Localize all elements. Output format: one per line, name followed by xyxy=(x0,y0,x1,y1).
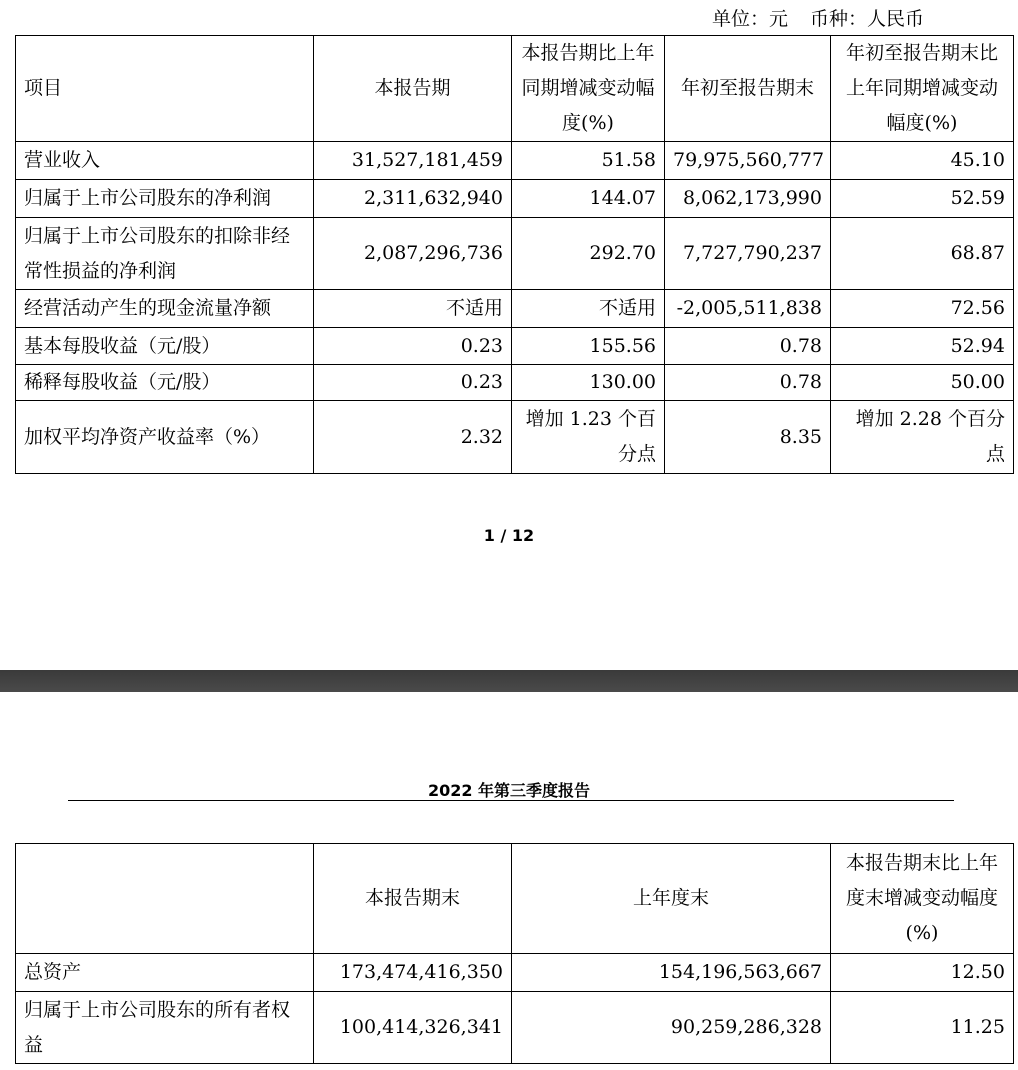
page-divider xyxy=(0,670,1018,692)
cell-value: 130.00 xyxy=(512,365,665,401)
title-underline xyxy=(68,800,954,801)
row-label: 归属于上市公司股东的净利润 xyxy=(16,180,314,218)
header-ytd: 年初至报告期末 xyxy=(665,36,831,142)
row-label: 总资产 xyxy=(16,954,314,992)
cell-value: 2.32 xyxy=(314,401,512,474)
cell-value: 11.25 xyxy=(831,992,1014,1064)
cell-value: 173,474,416,350 xyxy=(314,954,512,992)
row-label: 归属于上市公司股东的扣除非经常性损益的净利润 xyxy=(16,218,314,290)
table-row xyxy=(16,142,1014,180)
cell-value: 31,527,181,459 xyxy=(314,142,512,180)
row-label: 基本每股收益（元/股） xyxy=(16,328,314,365)
cell-value: 2,311,632,940 xyxy=(314,180,512,218)
header-change: 本报告期末比上年度末增减变动幅度(%) xyxy=(831,844,1014,954)
cell-value: 52.59 xyxy=(831,180,1014,218)
table-row xyxy=(16,328,1014,365)
header-prior-year-end: 上年度末 xyxy=(512,844,831,954)
row-label: 归属于上市公司股东的所有者权益 xyxy=(16,992,314,1064)
header-item xyxy=(16,844,314,954)
cell-value: 51.58 xyxy=(512,142,665,180)
cell-value: 154,196,563,667 xyxy=(512,954,831,992)
table-row xyxy=(16,992,1014,1064)
unit-currency-line xyxy=(712,4,924,31)
financial-summary-table xyxy=(15,35,1014,474)
cell-value: 增加 2.28 个百分点 xyxy=(831,401,1014,474)
row-label: 营业收入 xyxy=(16,142,314,180)
cell-value: 0.78 xyxy=(665,365,831,401)
table-row xyxy=(16,218,1014,290)
cell-value: 292.70 xyxy=(512,218,665,290)
cell-value: 45.10 xyxy=(831,142,1014,180)
table-header-row xyxy=(16,36,1014,142)
table-row xyxy=(16,954,1014,992)
header-current-change: 本报告期比上年同期增减变动幅度(%) xyxy=(512,36,665,142)
cell-value: 2,087,296,736 xyxy=(314,218,512,290)
currency-label: 币种：人民币 xyxy=(810,8,925,30)
row-label: 经营活动产生的现金流量净额 xyxy=(16,290,314,328)
cell-value: 72.56 xyxy=(831,290,1014,328)
header-ytd-change: 年初至报告期末比上年同期增减变动幅度(%) xyxy=(831,36,1014,142)
cell-value: 7,727,790,237 xyxy=(665,218,831,290)
header-period-end: 本报告期末 xyxy=(314,844,512,954)
page-number: 1 / 12 xyxy=(483,526,535,545)
table-row xyxy=(16,180,1014,218)
balance-summary-table xyxy=(15,843,1014,1064)
cell-value: 0.78 xyxy=(665,328,831,365)
row-label: 加权平均净资产收益率（%） xyxy=(16,401,314,474)
cell-value: 不适用 xyxy=(512,290,665,328)
header-item: 项目 xyxy=(16,36,314,142)
table-row xyxy=(16,290,1014,328)
cell-value: 8,062,173,990 xyxy=(665,180,831,218)
header-current-period: 本报告期 xyxy=(314,36,512,142)
cell-value: -2,005,511,838 xyxy=(665,290,831,328)
cell-value: 0.23 xyxy=(314,365,512,401)
cell-value: 0.23 xyxy=(314,328,512,365)
row-label: 稀释每股收益（元/股） xyxy=(16,365,314,401)
unit-label: 单位：元 xyxy=(712,8,789,30)
table-row xyxy=(16,401,1014,474)
cell-value: 50.00 xyxy=(831,365,1014,401)
table-row xyxy=(16,365,1014,401)
cell-value: 12.50 xyxy=(831,954,1014,992)
cell-value: 68.87 xyxy=(831,218,1014,290)
table-header-row xyxy=(16,844,1014,954)
cell-value: 79,975,560,777 xyxy=(665,142,831,180)
cell-value: 144.07 xyxy=(512,180,665,218)
cell-value: 不适用 xyxy=(314,290,512,328)
cell-value: 52.94 xyxy=(831,328,1014,365)
cell-value: 155.56 xyxy=(512,328,665,365)
cell-value: 8.35 xyxy=(665,401,831,474)
cell-value: 100,414,326,341 xyxy=(314,992,512,1064)
report-title: 2022 年第三季度报告 xyxy=(427,781,591,800)
cell-value: 90,259,286,328 xyxy=(512,992,831,1064)
cell-value: 增加 1.23 个百分点 xyxy=(512,401,665,474)
